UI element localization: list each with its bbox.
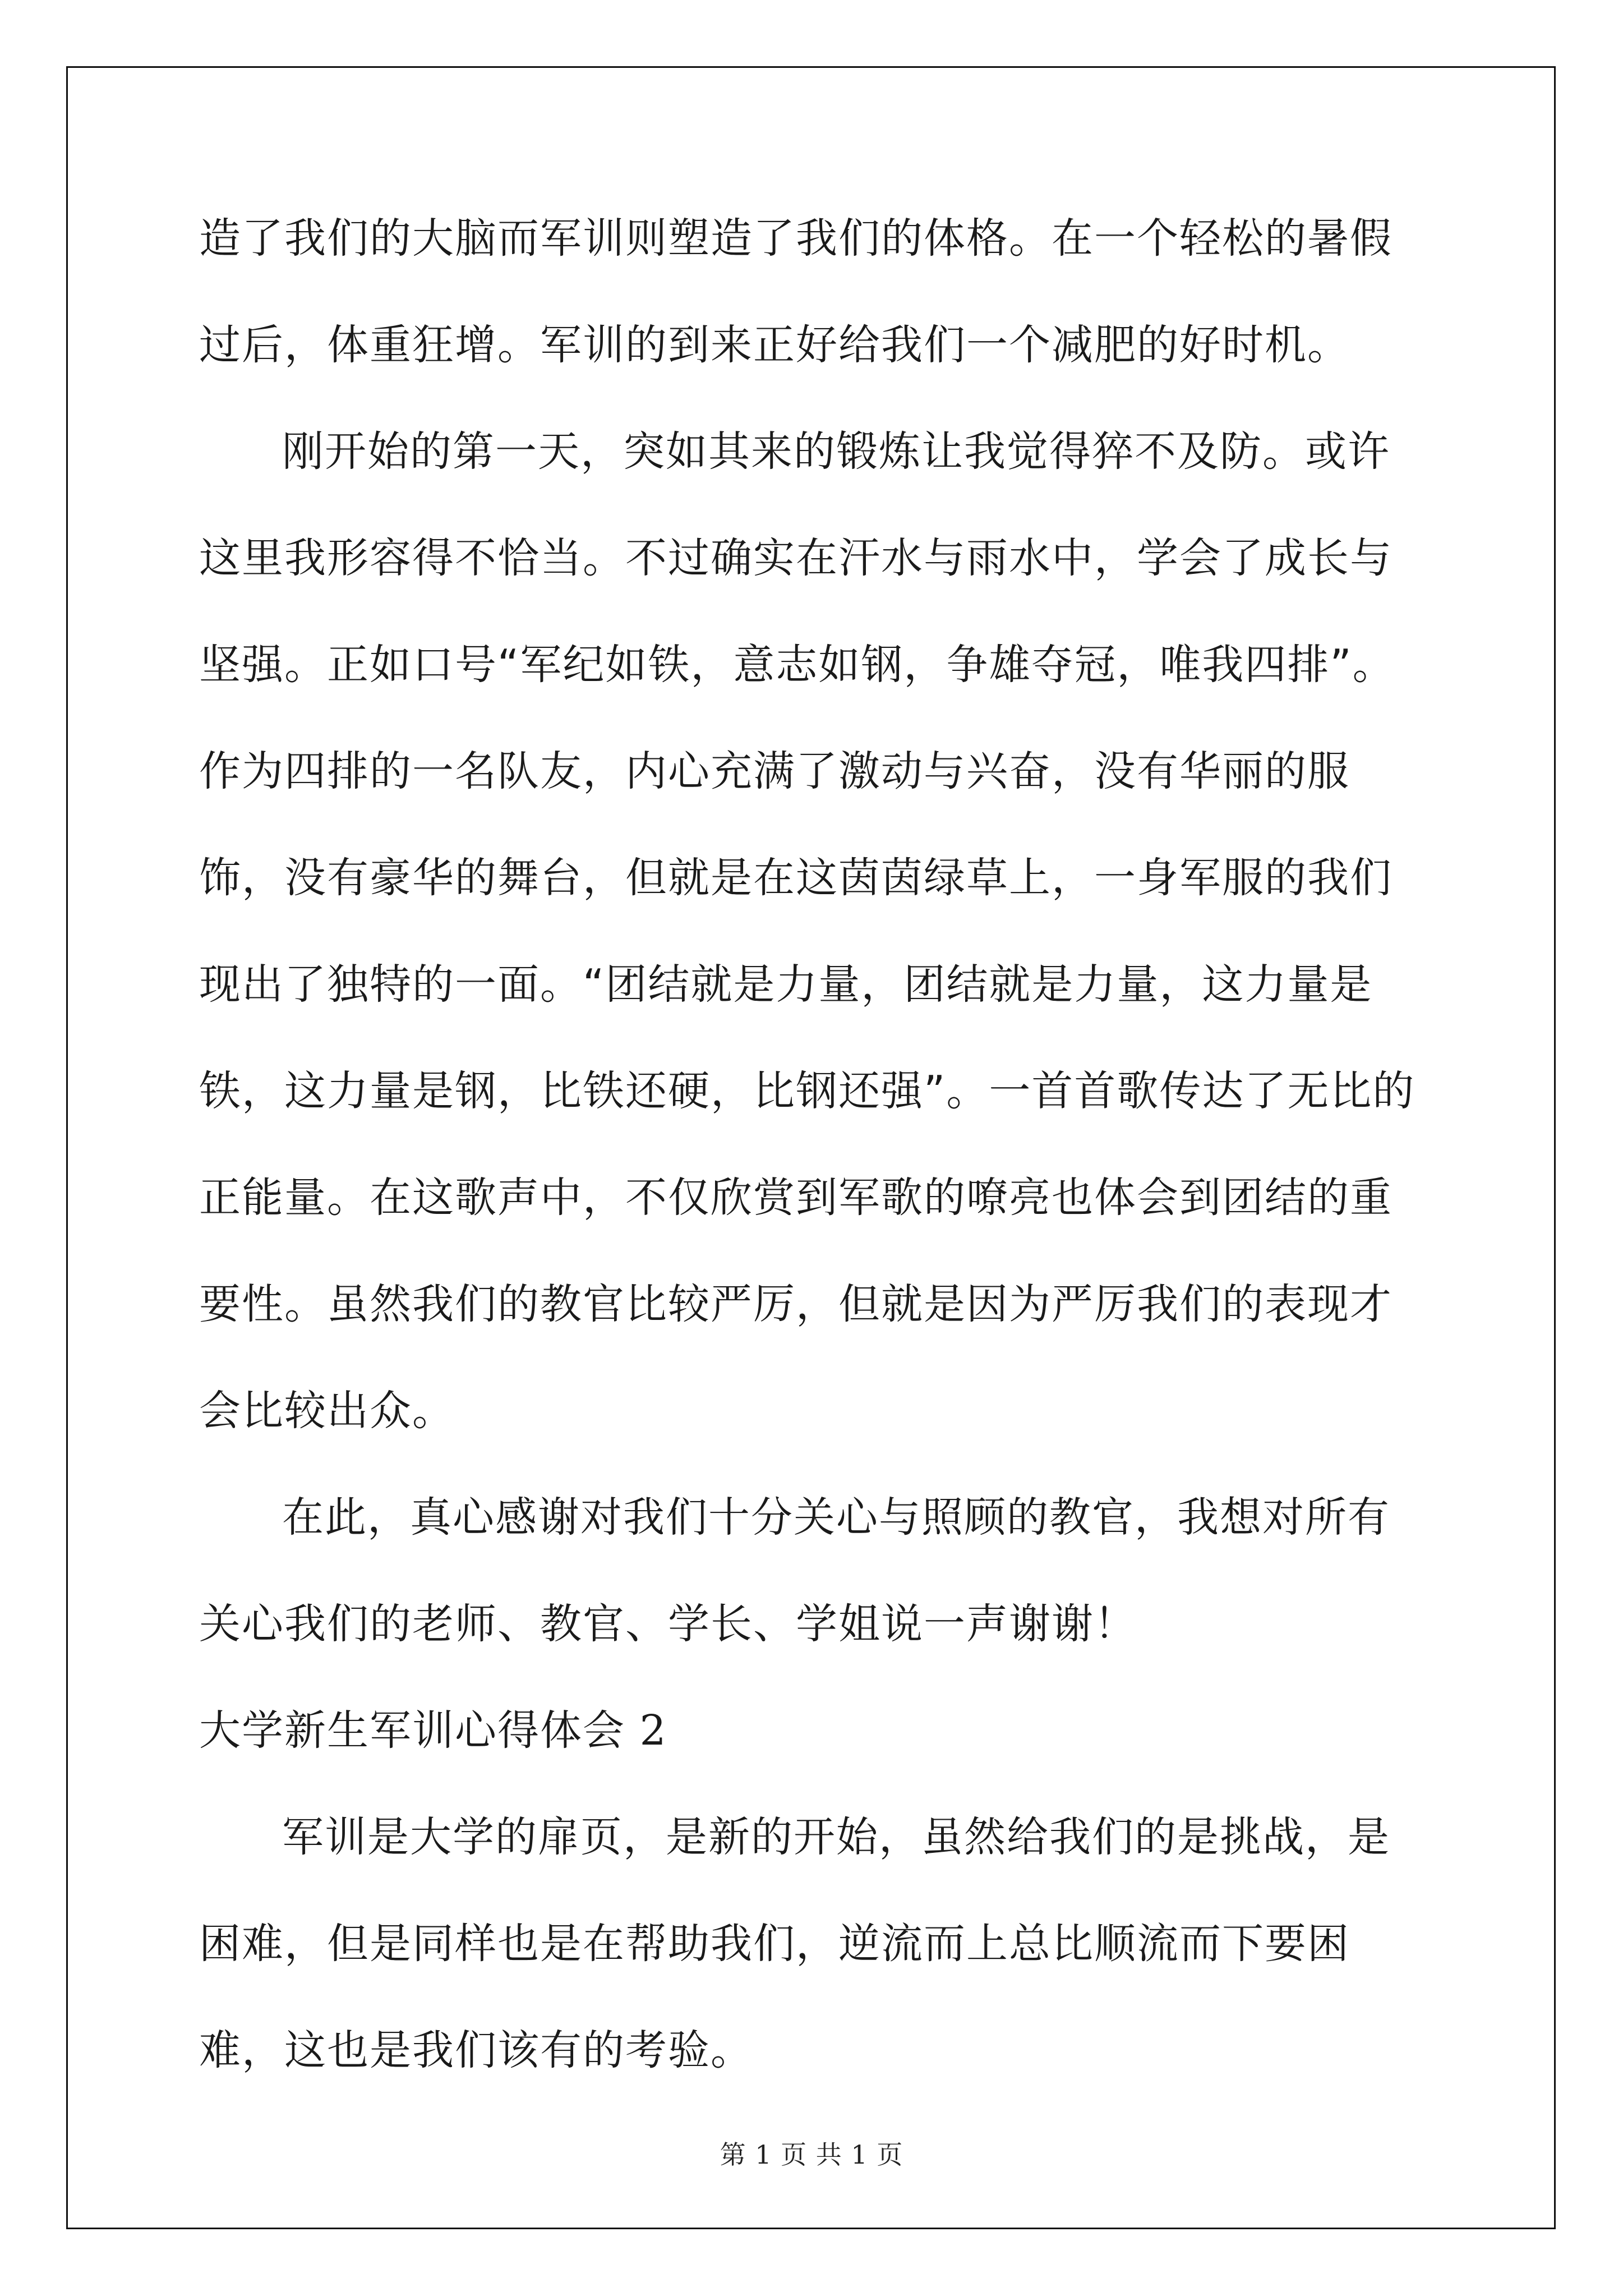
paragraph-2: 刚开始的第一天，突如其来的锻炼让我觉得猝不及防。或许这里我形容得不恰当。不过确实在汗水与雨水中，学会了成长与坚强。正如口号“军纪如铁，意志如钢，争雄夺冠，唯我四排”。作为四排的一名队友，内心充满了激动与兴奋，没有华丽的服饰，没有豪华的舞台，但就是在这茵茵绿草上，一身军服的我们现出了独特的一面。“团结就是力量，团结就是力量，这力量是铁，这力量是钢，比铁还硬，比钢还强”。一首首歌传达了无比的正能量。在这歌声中，不仅欣赏到军歌的嘹亮也体会到团结的重要性。虽然我们的教官比较严厉，但就是因为严厉我们的表现才会比较出众。	[199, 427, 1415, 1435]
paragraph-3: 在此，真心感谢对我们十分关心与照顾的教官，我想对所有关心我们的老师、教官、学长、学姐说一声谢谢！	[199, 1493, 1390, 1648]
section-heading: 大学新生军训心得体会 2	[199, 1706, 667, 1755]
document-body	[199, 185, 1430, 2104]
paragraph-1: 造了我们的大脑而军训则塑造了我们的体格。在一个轻松的暑假过后，体重狂增。军训的到来正好给我们一个减肥的好时机。	[199, 214, 1393, 369]
section-paragraph: 军训是大学的扉页，是新的开始，虽然给我们的是挑战，是困难，但是同样也是在帮助我们，逆流而上总比顺流而下要困难，这也是我们该有的考验。	[199, 1813, 1390, 2074]
page-number-footer: 第 1 页 共 1 页	[720, 2139, 903, 2170]
